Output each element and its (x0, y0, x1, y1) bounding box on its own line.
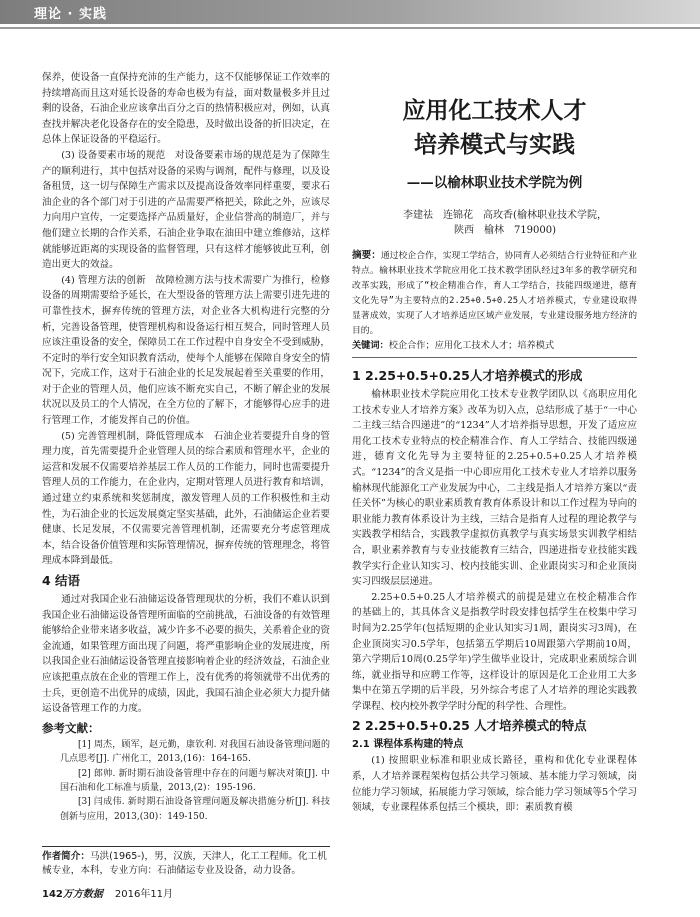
header-divider (0, 27, 700, 29)
right-paragraph-2: 2.25+0.5+0.25人才培养模式的前提是建立在校企精准合作的基础上的，其具体含义是指教学时段安排包括学生在校集中学习时间为2.25学年(包括短期的企业认知实习1周，跟岗实习3周)，在企业顶岗实习0.5学年，包括第五学期后10周跟第六学期前10周，第六学期后10周(0.25学年)学生做毕业设计，完成职业素质综合训练，就业指导和应聘工作等，这样设计的原因是化工企业用工大多集中在第五学期的后半段，另外综合考虑了人才培养的理论实践教学课程、校内校外教学学时分配的科学性、合理性。 (352, 591, 637, 712)
left-column (42, 70, 330, 824)
section-2-1-heading: 2.1 课程体系构建的特点 (352, 739, 464, 751)
left-paragraph-1: 保养，使设备一直保持充沛的生产能力，这不仅能够保证工作效率的持续增高而且这对延长设备的寿命也极为有益，面对数量极多并且过剩的设备，石油企业应该拿出百分之百的热情积极应对，例如，认真查找并解决老化设备存在的安全隐患，及时做出设备的折旧决定，在总体上保证设备的平稳运行。 (42, 72, 330, 146)
article-title-line-2: 培养模式与实践 (414, 132, 575, 158)
right-column (352, 364, 637, 816)
authors-line-2: 陕西 榆林 719000) (453, 225, 557, 236)
right-paragraph-1: 榆林职业技术学院应用化工技术专业教学团队以《高职应用化工技术专业人才培养方案》改革为切入点，总结形成了基于“一中心二主线三结合四递进”的“1234”人才培养指导思想，开发了适应应用化工技术专业特点的校企精准合作、育人工学结合、技能四级递进，德育文化先导为主要特征的2.25+0.5+0.25人才培养模式。“1234”的含义是指一中心即应用化工技术专业人才培养以服务榆林现代能源化工产业发展为中心，二主线是指人才培养方案以“责任关怀”为核心的职业素质教育教育体系设计和以工作过程为导向的职业能力教育体系设计为主线，三结合是指育人过程的理论教学与实践教学相结合，实践教学虚拟仿真教学与真实场景实训教学相结合，职业素养教育与专业技能教育三结合，四递进指专业技能实践教学实行企业认知实习、校内技能实训、企业跟岗实习和企业顶岗实习四级层层递进。 (352, 389, 637, 588)
abstract-label: 摘要： (352, 250, 381, 261)
abstract (352, 248, 637, 339)
references-heading: 参考文献： (42, 720, 100, 735)
author-affiliation (380, 208, 630, 238)
footnote-text: 马洪(1965-)，男，汉族，天津人，化工工程师。化工机械专业，本科，专业方向：石油储运专业及设备，动力设备。 (42, 851, 327, 876)
page-footer (42, 888, 173, 902)
keywords-text: 校企合作；应用化工技术人才；培养模式 (388, 340, 555, 351)
article-title-block (352, 94, 637, 191)
article-title-line-1: 应用化工技术人才 (402, 98, 587, 124)
left-paragraph-3: (4) 管理方法的创新 故障检测方法与技术需要广为推行，检修设备的周期需要给予延长，在大型设备的管理方法上需要引进先进的可靠性技术，摒弃传统的管理方法，对企业各大机构进行完整的分析，完善设备管理，使管理机构和设备运行相互契合，同时管理人员应该注重设备的安全，保障员工在工作过程中自身安全不受到威胁，不定时的举行安全知识教育活动，使每个人能够在保障自身安全的情况下，完成工作，这对于石油企业的长足发展起着至关重要的作用，对于企业的管理人员，他们应该不断充实自己，不断了解企业的发展状况以及员工的个人情况，在全方位的了解下，才能够得心应手的进行管理工作，才能发挥自己的价值。 (42, 274, 330, 427)
conclusion-heading: 4 结语 (42, 573, 81, 588)
authors-line-1: 李建祛 连锦花 高玫香(榆林职业技术学院， (403, 210, 607, 221)
footnote-divider (42, 846, 330, 847)
reference-item-1: [1] 周杰，顾军，赵元勤，康钦利. 对我国石油设备管理问题的几点思考[J]. 广州化工，2013,(16)：164-165. (60, 739, 330, 765)
author-footnote (42, 850, 332, 878)
reference-item-2: [2] 郎帅. 新时期石油设备管理中存在的问题与解决对策[J]. 中国石油和化工标准与质量，2013,(2)：195-196. (60, 768, 330, 793)
article-subtitle: ——以榆林职业技术学院为例 (406, 175, 583, 191)
section-2-heading: 2 2.25+0.5+0.25 人才培养模式的特点 (352, 718, 587, 734)
reference-item-3: [3] 闫成伟. 新时期石油设备管理问题及解决措施分析[J]. 科技创新与应用，2013,(30)：149-150. (60, 797, 330, 822)
footnote-label: 作者简介： (42, 851, 90, 862)
section-header-label: 理论 · 实践 (34, 7, 107, 22)
abstract-divider (352, 357, 637, 358)
page-number: 142 (42, 889, 63, 900)
section-header-bar (0, 0, 700, 24)
keywords-label: 关键词： (352, 340, 389, 351)
right-paragraph-3: (1) 按照职业标准和职业成长路径，重构和优化专业课程体系，人才培养课程架构包括公共学习领域、基本能力学习领域，岗位能力学习领域，拓展能力学习领域，综合能力学习领域等5个学习领域，专业课程体系包括三个模块，即：素质教育模 (352, 755, 637, 814)
left-paragraph-2: (3) 设备要素市场的规范 对设备要素市场的规范是为了保障生产的顺利进行，其中包括对设备的采购与调剂，配件与修理，以及设备租赁，这一切与保障生产需求以及提高设备效率同样重要，要求石油企业的各个部门对于引进的产品需要严格把关，除此之外，应该尽力向用户宣传，一定要选择产品质量好，企业信誉高的制造厂，并与他们建立长期的合作关系，石油企业争取在油田中建立维修站，这样就能够近距离的实现设备的监督管理，只有这样才能够彼此互利，创造出更大的效益。 (42, 149, 330, 271)
publisher-brand: 万方数据 (62, 889, 103, 900)
keywords (352, 339, 637, 353)
conclusion-paragraph: 通过对我国企业石油储运设备管理现状的分析，我们不难认识到我国企业石油储运设备管理所面临的空前挑战，石油设备的有效管理能够给企业带来诸多收益，减少许多不必要的损失，关系着企业的资金流通，如果管理方面出现了问题，将严重影响企业的发展进度，所以我国企业石油储运设备管理直接影响着企业的经济效益，石油企业应该把重点放在企业的管理工作上，没有优秀的将领就带不出优秀的士兵，更创造不出优异的成绩，因此，我国石油企业必须大力提升储运设备管理工作的力度。 (42, 594, 330, 715)
section-1-heading: 1 2.25+0.5+0.25人才培养模式的形成 (352, 368, 583, 383)
issue-date: 2016年11月 (114, 889, 174, 900)
abstract-text: 通过校企合作，实现工学结合，协同育人必须结合行业特征和产业特点。榆林职业技术学院应用化工技术教学团队经过3年多的教学研究和改革实践，形成了“校企精准合作，育人工学结合，技能四级递进，德育文化先导”为主要特点的2.25+0.5+0.25人才培养模式，专业建设取得显著成效，实现了人才培养适应区域产业发展，专业建设服务地方经济的目的。 (352, 251, 637, 336)
left-paragraph-4: (5) 完善管理机制，降低管理成本 石油企业若要提升自身的管理力度，首先需要提升企业管理人员的综合素质和管理水平，企业的运营和发展不仅需要培养基层工作人员的工作能力，同时也需要提升管理人员的工作能力，在企业内，定期对管理人员进行教育和培训，通过建立约束系统和奖惩制度，激发管理人员的工作积极性和主动性，为石油企业的长远发展奠定坚实基础，此外，石油储运企业若要健康、长足发展，不仅需要完善管理机制，还需要充分考虑管理成本，结合设备价值管理和实际管理情况，摒弃传统的管理理念，将管理成本降到最低。 (42, 430, 330, 567)
